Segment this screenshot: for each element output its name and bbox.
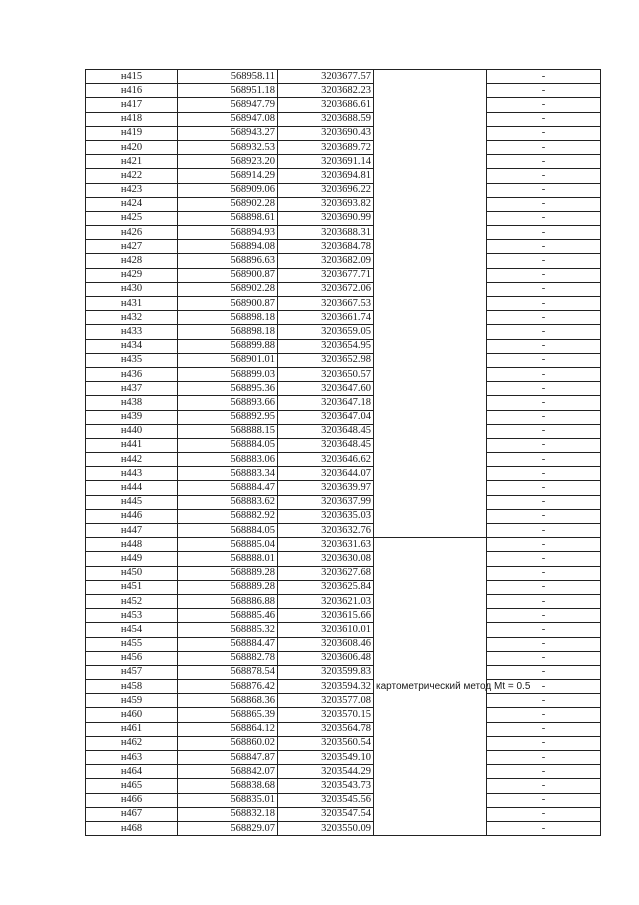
point-name-cell: н465 <box>86 779 178 793</box>
table-row <box>86 70 601 84</box>
table-row <box>86 396 601 410</box>
dash-cell: - <box>487 367 601 381</box>
point-name-cell: н459 <box>86 694 178 708</box>
x-coordinate-cell: 568847.87 <box>178 751 278 765</box>
x-coordinate-cell: 568914.29 <box>178 169 278 183</box>
dash-cell: - <box>487 609 601 623</box>
y-coordinate-cell: 3203594.32 <box>278 680 374 694</box>
table-row <box>86 552 601 566</box>
x-coordinate-cell: 568886.88 <box>178 594 278 608</box>
table-row <box>86 353 601 367</box>
dash-cell: - <box>487 637 601 651</box>
table-row <box>86 410 601 424</box>
table-row <box>86 495 601 509</box>
table-row <box>86 240 601 254</box>
dash-cell: - <box>487 126 601 140</box>
point-name-cell: н446 <box>86 509 178 523</box>
point-name-cell: н418 <box>86 112 178 126</box>
x-coordinate-cell: 568860.02 <box>178 736 278 750</box>
table-row <box>86 84 601 98</box>
dash-cell: - <box>487 268 601 282</box>
y-coordinate-cell: 3203543.73 <box>278 779 374 793</box>
table-row <box>86 665 601 679</box>
point-name-cell: н426 <box>86 226 178 240</box>
table-row <box>86 807 601 821</box>
point-name-cell: н442 <box>86 453 178 467</box>
x-coordinate-cell: 568885.04 <box>178 538 278 552</box>
dash-cell: - <box>487 155 601 169</box>
x-coordinate-cell: 568900.87 <box>178 268 278 282</box>
point-name-cell: н437 <box>86 382 178 396</box>
y-coordinate-cell: 3203647.18 <box>278 396 374 410</box>
point-name-cell: н421 <box>86 155 178 169</box>
method-cell-empty <box>374 70 487 538</box>
dash-cell: - <box>487 169 601 183</box>
x-coordinate-cell: 568900.87 <box>178 297 278 311</box>
x-coordinate-cell: 568888.15 <box>178 424 278 438</box>
x-coordinate-cell: 568884.47 <box>178 481 278 495</box>
x-coordinate-cell: 568947.08 <box>178 112 278 126</box>
y-coordinate-cell: 3203693.82 <box>278 197 374 211</box>
point-name-cell: н428 <box>86 254 178 268</box>
x-coordinate-cell: 568878.54 <box>178 665 278 679</box>
x-coordinate-cell: 568868.36 <box>178 694 278 708</box>
table-row <box>86 609 601 623</box>
point-name-cell: н464 <box>86 765 178 779</box>
point-name-cell: н415 <box>86 70 178 84</box>
table-row <box>86 793 601 807</box>
table-row <box>86 183 601 197</box>
x-coordinate-cell: 568951.18 <box>178 84 278 98</box>
x-coordinate-cell: 568923.20 <box>178 155 278 169</box>
dash-cell: - <box>487 140 601 154</box>
table-row <box>86 140 601 154</box>
point-name-cell: н432 <box>86 311 178 325</box>
table-row <box>86 155 601 169</box>
dash-cell: - <box>487 623 601 637</box>
x-coordinate-cell: 568884.47 <box>178 637 278 651</box>
y-coordinate-cell: 3203577.08 <box>278 694 374 708</box>
table-row <box>86 538 601 552</box>
y-coordinate-cell: 3203560.54 <box>278 736 374 750</box>
x-coordinate-cell: 568896.63 <box>178 254 278 268</box>
table-row <box>86 467 601 481</box>
point-name-cell: н449 <box>86 552 178 566</box>
point-name-cell: н443 <box>86 467 178 481</box>
point-name-cell: н463 <box>86 751 178 765</box>
point-name-cell: н416 <box>86 84 178 98</box>
point-name-cell: н423 <box>86 183 178 197</box>
point-name-cell: н445 <box>86 495 178 509</box>
x-coordinate-cell: 568899.03 <box>178 367 278 381</box>
dash-cell: - <box>487 183 601 197</box>
x-coordinate-cell: 568889.28 <box>178 566 278 580</box>
y-coordinate-cell: 3203677.71 <box>278 268 374 282</box>
point-name-cell: н466 <box>86 793 178 807</box>
y-coordinate-cell: 3203652.98 <box>278 353 374 367</box>
y-coordinate-cell: 3203667.53 <box>278 297 374 311</box>
table-row <box>86 98 601 112</box>
y-coordinate-cell: 3203632.76 <box>278 524 374 538</box>
dash-cell: - <box>487 325 601 339</box>
dash-cell: - <box>487 594 601 608</box>
table-row <box>86 566 601 580</box>
y-coordinate-cell: 3203639.97 <box>278 481 374 495</box>
x-coordinate-cell: 568943.27 <box>178 126 278 140</box>
point-name-cell: н429 <box>86 268 178 282</box>
x-coordinate-cell: 568865.39 <box>178 708 278 722</box>
y-coordinate-cell: 3203615.66 <box>278 609 374 623</box>
point-name-cell: н454 <box>86 623 178 637</box>
x-coordinate-cell: 568882.92 <box>178 509 278 523</box>
table-row <box>86 765 601 779</box>
point-name-cell: н424 <box>86 197 178 211</box>
dash-cell: - <box>487 211 601 225</box>
y-coordinate-cell: 3203689.72 <box>278 140 374 154</box>
dash-cell: - <box>487 240 601 254</box>
point-name-cell: н458 <box>86 680 178 694</box>
y-coordinate-cell: 3203549.10 <box>278 751 374 765</box>
dash-cell: - <box>487 339 601 353</box>
dash-cell: - <box>487 410 601 424</box>
x-coordinate-cell: 568894.93 <box>178 226 278 240</box>
table-row <box>86 311 601 325</box>
y-coordinate-cell: 3203635.03 <box>278 509 374 523</box>
x-coordinate-cell: 568883.62 <box>178 495 278 509</box>
x-coordinate-cell: 568835.01 <box>178 793 278 807</box>
point-name-cell: н457 <box>86 665 178 679</box>
point-name-cell: н440 <box>86 424 178 438</box>
y-coordinate-cell: 3203696.22 <box>278 183 374 197</box>
table-row <box>86 694 601 708</box>
y-coordinate-cell: 3203659.05 <box>278 325 374 339</box>
y-coordinate-cell: 3203650.57 <box>278 367 374 381</box>
x-coordinate-cell: 568898.61 <box>178 211 278 225</box>
dash-cell: - <box>487 481 601 495</box>
x-coordinate-cell: 568898.18 <box>178 325 278 339</box>
table-row <box>86 736 601 750</box>
dash-cell: - <box>487 821 601 835</box>
x-coordinate-cell: 568838.68 <box>178 779 278 793</box>
dash-cell: - <box>487 552 601 566</box>
dash-cell: - <box>487 453 601 467</box>
dash-cell: - <box>487 580 601 594</box>
y-coordinate-cell: 3203637.99 <box>278 495 374 509</box>
y-coordinate-cell: 3203547.54 <box>278 807 374 821</box>
point-name-cell: н468 <box>86 821 178 835</box>
point-name-cell: н448 <box>86 538 178 552</box>
dash-cell: - <box>487 793 601 807</box>
y-coordinate-cell: 3203610.01 <box>278 623 374 637</box>
x-coordinate-cell: 568882.78 <box>178 651 278 665</box>
x-coordinate-cell: 568909.06 <box>178 183 278 197</box>
x-coordinate-cell: 568876.42 <box>178 680 278 694</box>
dash-cell: - <box>487 708 601 722</box>
point-name-cell: н441 <box>86 438 178 452</box>
x-coordinate-cell: 568842.07 <box>178 765 278 779</box>
x-coordinate-cell: 568932.53 <box>178 140 278 154</box>
y-coordinate-cell: 3203677.57 <box>278 70 374 84</box>
dash-cell: - <box>487 765 601 779</box>
y-coordinate-cell: 3203694.81 <box>278 169 374 183</box>
dash-cell: - <box>487 680 601 694</box>
table-row <box>86 382 601 396</box>
x-coordinate-cell: 568884.05 <box>178 438 278 452</box>
x-coordinate-cell: 568885.46 <box>178 609 278 623</box>
x-coordinate-cell: 568947.79 <box>178 98 278 112</box>
point-name-cell: н460 <box>86 708 178 722</box>
dash-cell: - <box>487 524 601 538</box>
method-cell: картометрический метод Mt = 0.5 <box>374 538 487 836</box>
table-row <box>86 779 601 793</box>
dash-cell: - <box>487 779 601 793</box>
point-name-cell: н461 <box>86 722 178 736</box>
dash-cell: - <box>487 566 601 580</box>
dash-cell: - <box>487 424 601 438</box>
dash-cell: - <box>487 396 601 410</box>
x-coordinate-cell: 568901.01 <box>178 353 278 367</box>
point-name-cell: н419 <box>86 126 178 140</box>
dash-cell: - <box>487 694 601 708</box>
table-row <box>86 126 601 140</box>
x-coordinate-cell: 568888.01 <box>178 552 278 566</box>
y-coordinate-cell: 3203690.99 <box>278 211 374 225</box>
dash-cell: - <box>487 467 601 481</box>
table-row <box>86 651 601 665</box>
y-coordinate-cell: 3203627.68 <box>278 566 374 580</box>
point-name-cell: н462 <box>86 736 178 750</box>
table-row <box>86 708 601 722</box>
dash-cell: - <box>487 98 601 112</box>
y-coordinate-cell: 3203648.45 <box>278 438 374 452</box>
coordinates-table <box>85 69 601 836</box>
point-name-cell: н420 <box>86 140 178 154</box>
dash-cell: - <box>487 282 601 296</box>
y-coordinate-cell: 3203682.09 <box>278 254 374 268</box>
dash-cell: - <box>487 651 601 665</box>
y-coordinate-cell: 3203570.15 <box>278 708 374 722</box>
x-coordinate-cell: 568829.07 <box>178 821 278 835</box>
y-coordinate-cell: 3203688.31 <box>278 226 374 240</box>
y-coordinate-cell: 3203682.23 <box>278 84 374 98</box>
dash-cell: - <box>487 311 601 325</box>
y-coordinate-cell: 3203672.06 <box>278 282 374 296</box>
table-row <box>86 623 601 637</box>
table-row <box>86 254 601 268</box>
y-coordinate-cell: 3203647.60 <box>278 382 374 396</box>
point-name-cell: н434 <box>86 339 178 353</box>
table-row <box>86 424 601 438</box>
dash-cell: - <box>487 807 601 821</box>
table-row <box>86 722 601 736</box>
dash-cell: - <box>487 736 601 750</box>
dash-cell: - <box>487 538 601 552</box>
table-row <box>86 594 601 608</box>
dash-cell: - <box>487 665 601 679</box>
table-row <box>86 325 601 339</box>
x-coordinate-cell: 568898.18 <box>178 311 278 325</box>
point-name-cell: н447 <box>86 524 178 538</box>
x-coordinate-cell: 568899.88 <box>178 339 278 353</box>
dash-cell: - <box>487 438 601 452</box>
table-row <box>86 268 601 282</box>
y-coordinate-cell: 3203646.62 <box>278 453 374 467</box>
point-name-cell: н450 <box>86 566 178 580</box>
table-row <box>86 169 601 183</box>
dash-cell: - <box>487 722 601 736</box>
point-name-cell: н451 <box>86 580 178 594</box>
point-name-cell: н433 <box>86 325 178 339</box>
dash-cell: - <box>487 509 601 523</box>
y-coordinate-cell: 3203630.08 <box>278 552 374 566</box>
point-name-cell: н417 <box>86 98 178 112</box>
point-name-cell: н435 <box>86 353 178 367</box>
point-name-cell: н422 <box>86 169 178 183</box>
x-coordinate-cell: 568884.05 <box>178 524 278 538</box>
coordinates-table-body <box>86 70 601 836</box>
x-coordinate-cell: 568894.08 <box>178 240 278 254</box>
point-name-cell: н456 <box>86 651 178 665</box>
point-name-cell: н425 <box>86 211 178 225</box>
y-coordinate-cell: 3203550.09 <box>278 821 374 835</box>
y-coordinate-cell: 3203684.78 <box>278 240 374 254</box>
table-row <box>86 339 601 353</box>
x-coordinate-cell: 568883.34 <box>178 467 278 481</box>
y-coordinate-cell: 3203621.03 <box>278 594 374 608</box>
y-coordinate-cell: 3203544.29 <box>278 765 374 779</box>
y-coordinate-cell: 3203599.83 <box>278 665 374 679</box>
dash-cell: - <box>487 70 601 84</box>
y-coordinate-cell: 3203564.78 <box>278 722 374 736</box>
table-row <box>86 751 601 765</box>
dash-cell: - <box>487 382 601 396</box>
point-name-cell: н453 <box>86 609 178 623</box>
table-row <box>86 438 601 452</box>
table-row <box>86 211 601 225</box>
y-coordinate-cell: 3203644.07 <box>278 467 374 481</box>
y-coordinate-cell: 3203688.59 <box>278 112 374 126</box>
y-coordinate-cell: 3203654.95 <box>278 339 374 353</box>
point-name-cell: н431 <box>86 297 178 311</box>
table-row <box>86 453 601 467</box>
x-coordinate-cell: 568893.66 <box>178 396 278 410</box>
y-coordinate-cell: 3203606.48 <box>278 651 374 665</box>
table-row <box>86 821 601 835</box>
x-coordinate-cell: 568958.11 <box>178 70 278 84</box>
point-name-cell: н467 <box>86 807 178 821</box>
y-coordinate-cell: 3203631.63 <box>278 538 374 552</box>
y-coordinate-cell: 3203545.56 <box>278 793 374 807</box>
y-coordinate-cell: 3203661.74 <box>278 311 374 325</box>
table-row <box>86 580 601 594</box>
table-row <box>86 524 601 538</box>
point-name-cell: н430 <box>86 282 178 296</box>
table-row <box>86 367 601 381</box>
point-name-cell: н444 <box>86 481 178 495</box>
dash-cell: - <box>487 84 601 98</box>
dash-cell: - <box>487 353 601 367</box>
y-coordinate-cell: 3203625.84 <box>278 580 374 594</box>
table-row <box>86 509 601 523</box>
y-coordinate-cell: 3203648.45 <box>278 424 374 438</box>
y-coordinate-cell: 3203690.43 <box>278 126 374 140</box>
dash-cell: - <box>487 226 601 240</box>
table-row <box>86 297 601 311</box>
x-coordinate-cell: 568832.18 <box>178 807 278 821</box>
point-name-cell: н436 <box>86 367 178 381</box>
point-name-cell: н427 <box>86 240 178 254</box>
dash-cell: - <box>487 197 601 211</box>
table-row <box>86 226 601 240</box>
y-coordinate-cell: 3203608.46 <box>278 637 374 651</box>
x-coordinate-cell: 568885.32 <box>178 623 278 637</box>
point-name-cell: н438 <box>86 396 178 410</box>
y-coordinate-cell: 3203691.14 <box>278 155 374 169</box>
dash-cell: - <box>487 254 601 268</box>
dash-cell: - <box>487 495 601 509</box>
point-name-cell: н439 <box>86 410 178 424</box>
table-row <box>86 197 601 211</box>
x-coordinate-cell: 568902.28 <box>178 282 278 296</box>
table-row <box>86 637 601 651</box>
y-coordinate-cell: 3203647.04 <box>278 410 374 424</box>
x-coordinate-cell: 568864.12 <box>178 722 278 736</box>
dash-cell: - <box>487 112 601 126</box>
x-coordinate-cell: 568892.95 <box>178 410 278 424</box>
dash-cell: - <box>487 297 601 311</box>
table-row <box>86 282 601 296</box>
x-coordinate-cell: 568889.28 <box>178 580 278 594</box>
point-name-cell: н452 <box>86 594 178 608</box>
point-name-cell: н455 <box>86 637 178 651</box>
y-coordinate-cell: 3203686.61 <box>278 98 374 112</box>
x-coordinate-cell: 568895.36 <box>178 382 278 396</box>
table-row <box>86 112 601 126</box>
x-coordinate-cell: 568883.06 <box>178 453 278 467</box>
table-row <box>86 481 601 495</box>
x-coordinate-cell: 568902.28 <box>178 197 278 211</box>
dash-cell: - <box>487 751 601 765</box>
